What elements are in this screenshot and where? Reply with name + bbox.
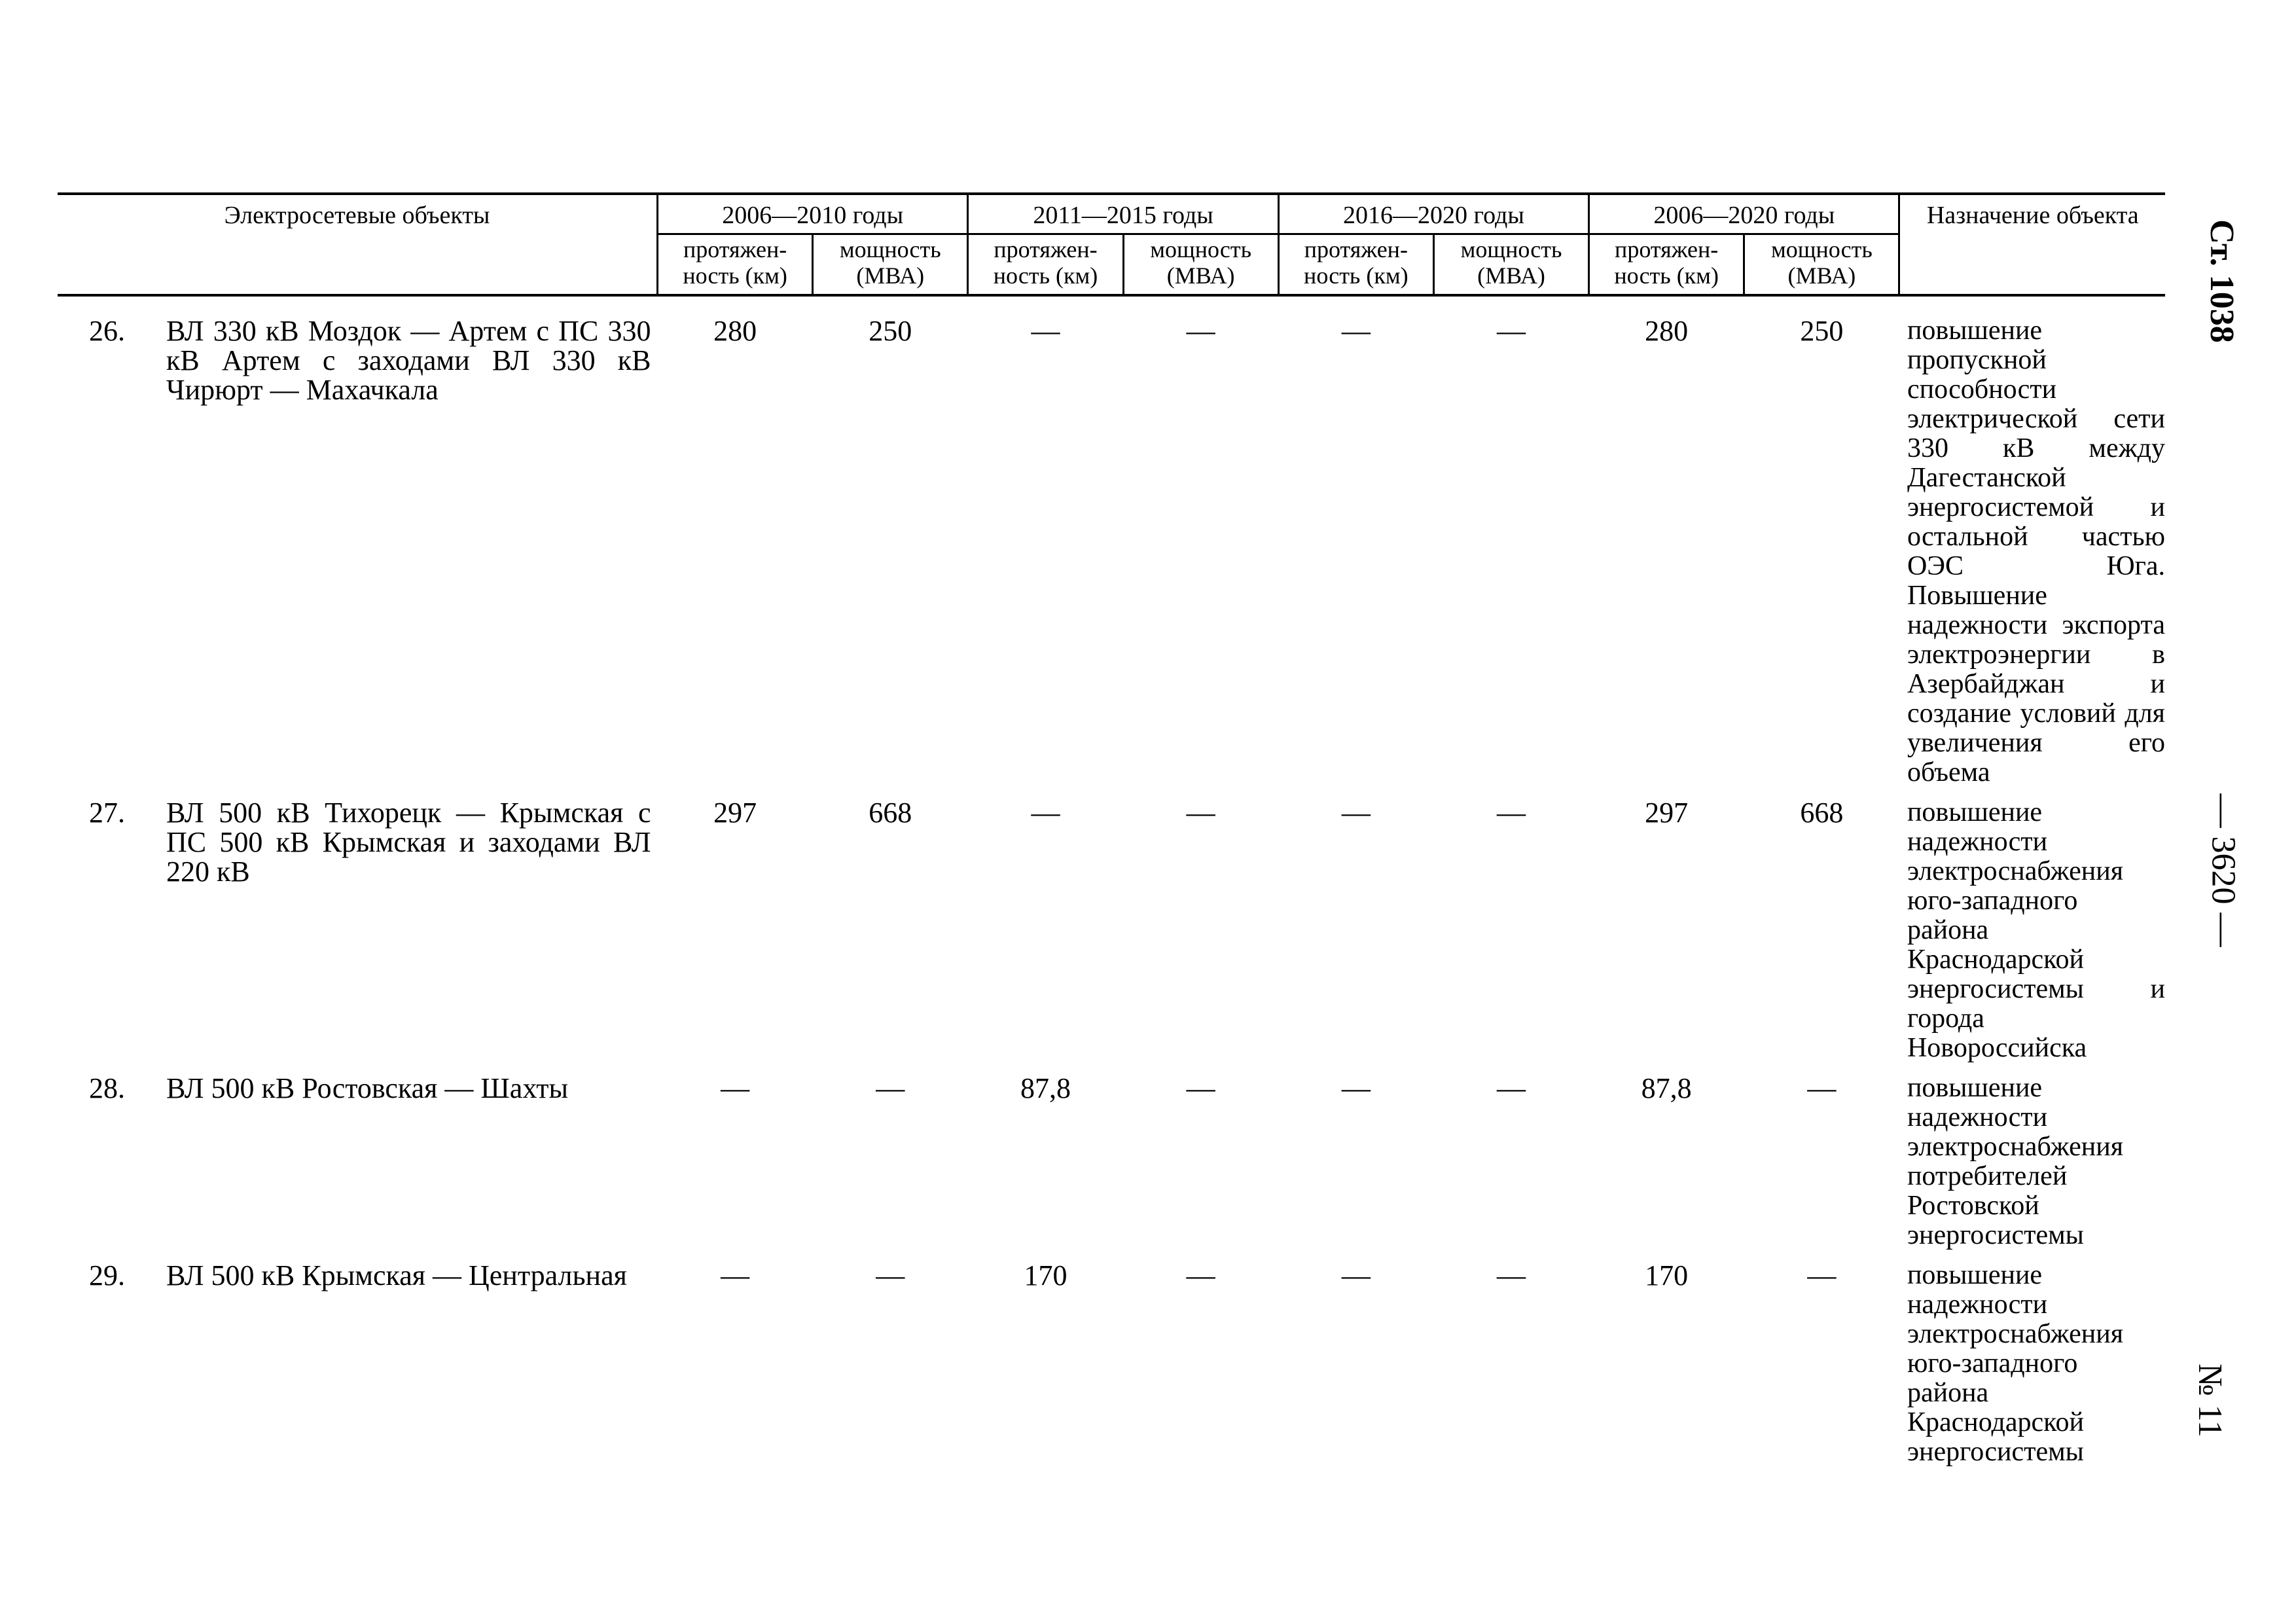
object-name: ВЛ 500 кВ Тихорецк — Крымская с ПС 500 кВ Крымская и заходами ВЛ 220 кВ xyxy=(166,797,651,888)
header-period-3: 2016—2020 годы xyxy=(1278,194,1588,234)
header-power: мощность (МВА) xyxy=(813,234,968,296)
header-length: протяжен-ность (км) xyxy=(658,234,813,296)
value-cell: — xyxy=(1341,315,1371,347)
header-power: мощность (МВА) xyxy=(1123,234,1278,296)
value-cell: 280 xyxy=(1645,315,1689,347)
header-period-1: 2006—2010 годы xyxy=(658,194,968,234)
row-index: 27. xyxy=(89,797,125,829)
value-cell: — xyxy=(1497,797,1526,829)
header-length: протяжен-ность (км) xyxy=(1589,234,1744,296)
value-cell: 250 xyxy=(1800,315,1844,347)
power-grid-objects-table xyxy=(58,192,2165,1467)
object-cell xyxy=(58,295,658,798)
value-cell: — xyxy=(1341,1072,1371,1104)
value-cell: — xyxy=(876,1259,905,1291)
object-name: ВЛ 330 кВ Моздок — Артем с ПС 330 кВ Артем с заходами ВЛ 330 кВ Чирюрт — Махачкала xyxy=(166,315,651,406)
table-row xyxy=(58,295,2165,798)
value-cell: — xyxy=(1031,797,1060,829)
value-cell: — xyxy=(1186,315,1215,347)
value-cell: — xyxy=(1807,1259,1837,1291)
purpose-cell: повышение надежности электроснабжения потребителей Ростовской энергосистемы xyxy=(1907,1073,2124,1250)
table-row xyxy=(58,798,2165,1074)
purpose-cell: повышение пропускной способности электрической сети 330 кВ между Дагестанской энергосистемой и остальной частью ОЭС Юга. Повышение надежности экспорта электроэнергии в Азербайджан и создание условий для увеличения его объема xyxy=(1907,316,2165,787)
table-row xyxy=(58,1074,2165,1261)
value-cell: 297 xyxy=(1645,797,1689,829)
value-cell: — xyxy=(1497,1072,1526,1104)
object-name: ВЛ 500 кВ Ростовская — Шахты xyxy=(166,1072,569,1104)
row-index: 28. xyxy=(89,1072,125,1104)
table-header xyxy=(58,194,2165,295)
value-cell: 170 xyxy=(1645,1259,1689,1291)
table-row xyxy=(58,1261,2165,1467)
value-cell: — xyxy=(1186,1259,1215,1291)
value-cell: 668 xyxy=(869,797,912,829)
value-cell: — xyxy=(1031,315,1060,347)
purpose-cell: повышение надежности электроснабжения юго-западного района Краснодарской энергосистемы и города Новороссийска xyxy=(1907,797,2165,1063)
object-cell xyxy=(58,1074,658,1261)
value-cell: — xyxy=(721,1072,750,1104)
issue-number: № 11 xyxy=(2191,1363,2229,1437)
value-cell: 87,8 xyxy=(1641,1072,1692,1104)
value-cell: — xyxy=(1186,1072,1215,1104)
header-period-2: 2011—2015 годы xyxy=(968,194,1278,234)
value-cell: — xyxy=(1341,797,1371,829)
header-purpose: Назначение объекта xyxy=(1899,194,2165,295)
value-cell: 250 xyxy=(869,315,912,347)
object-name: ВЛ 500 кВ Крымская — Центральная xyxy=(166,1259,627,1291)
row-index: 29. xyxy=(89,1259,125,1291)
header-power: мощность (МВА) xyxy=(1744,234,1899,296)
object-cell xyxy=(58,798,658,1074)
table-body xyxy=(58,295,2165,1467)
value-cell: 170 xyxy=(1024,1259,1067,1291)
value-cell: — xyxy=(1807,1072,1837,1104)
row-index: 26. xyxy=(89,315,125,347)
value-cell: — xyxy=(1497,315,1526,347)
value-cell: 280 xyxy=(713,315,757,347)
article-number: Ст. 1038 xyxy=(2202,219,2240,343)
value-cell: 668 xyxy=(1800,797,1844,829)
header-period-total: 2006—2020 годы xyxy=(1589,194,1899,234)
header-length: протяжен-ность (км) xyxy=(968,234,1123,296)
purpose-cell: повышение надежности электроснабжения юго-западного района Краснодарской энергосистемы xyxy=(1907,1260,2124,1467)
object-cell xyxy=(58,1261,658,1467)
value-cell: 297 xyxy=(713,797,757,829)
value-cell: — xyxy=(1497,1259,1526,1291)
header-power: мощность (МВА) xyxy=(1433,234,1588,296)
value-cell: — xyxy=(721,1259,750,1291)
value-cell: — xyxy=(876,1072,905,1104)
value-cell: 87,8 xyxy=(1020,1072,1071,1104)
header-objects: Электросетевые объекты xyxy=(58,194,658,295)
page-number: — 3620 — xyxy=(2204,793,2242,947)
header-length: протяжен-ность (км) xyxy=(1278,234,1433,296)
value-cell: — xyxy=(1341,1259,1371,1291)
value-cell: — xyxy=(1186,797,1215,829)
